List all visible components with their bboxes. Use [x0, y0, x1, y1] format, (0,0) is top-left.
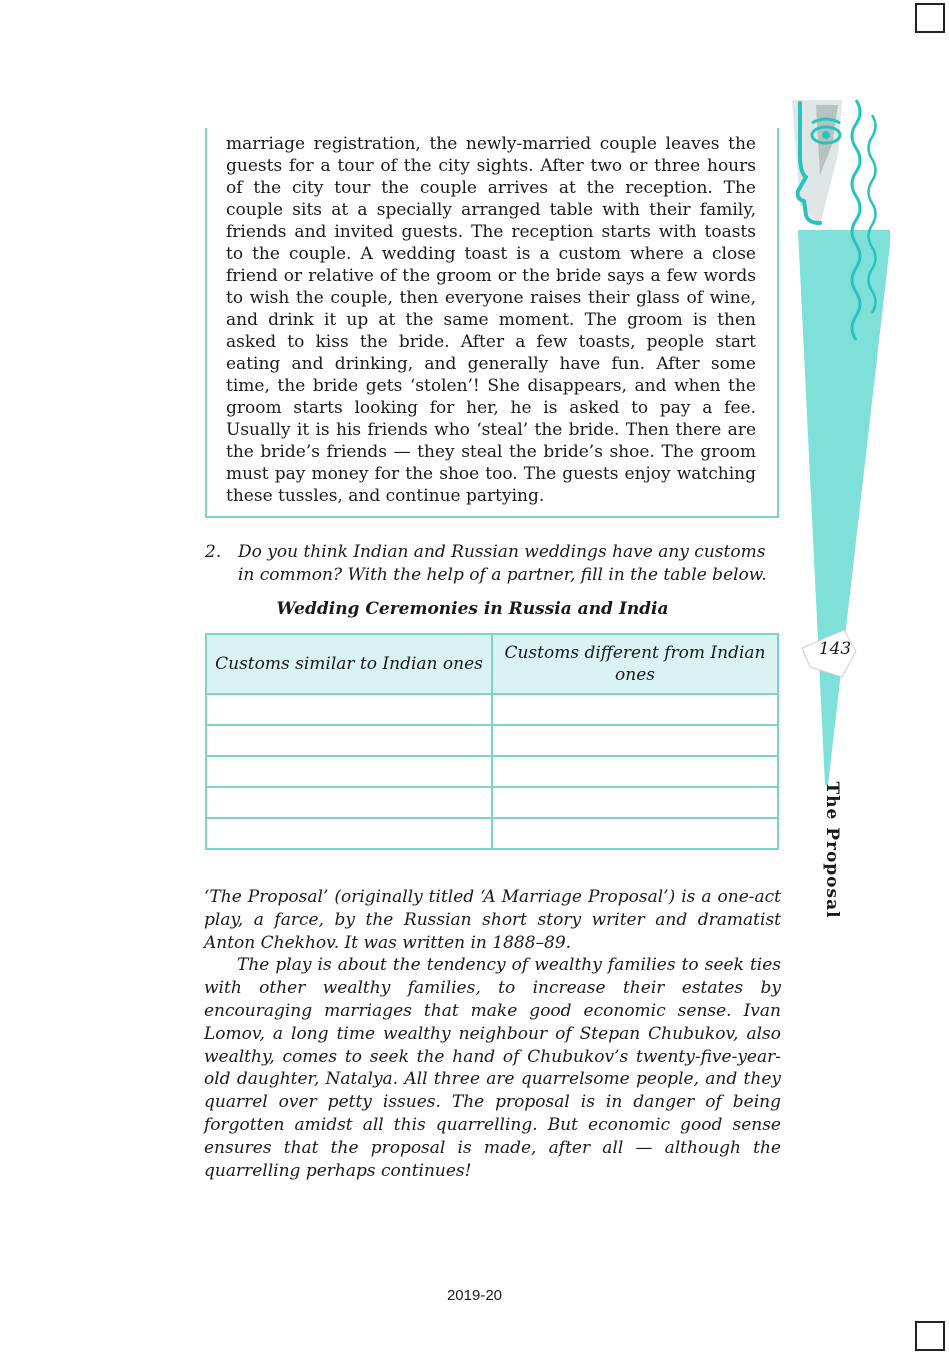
header-similar: Customs similar to Indian ones [206, 634, 492, 694]
table-cell-different[interactable] [492, 694, 778, 725]
eye-pupil-icon [822, 131, 830, 139]
table-row [206, 756, 778, 787]
footer-year: 2019-20 [446, 1287, 503, 1304]
play-introduction [204, 886, 781, 1182]
table-cell-similar[interactable] [206, 694, 492, 725]
table-row [206, 818, 778, 849]
table-header-row [206, 634, 778, 694]
table-cell-similar[interactable] [206, 756, 492, 787]
intro-paragraph-2: The play is about the tendency of wealthy families to seek ties with other wealthy families, to increase their estates by encouraging marriages that make good economic sense. Ivan Lomov, a long time wealthy neighbour of Stepan Chubukov, also wealthy, comes to seek the hand of Chubukov’s twenty-five-year-old daughter, Natalya. All three are quarrelsome people, and they quarrel over petty issues. The proposal is in danger of being forgotten amidst all this quarrelling. But economic good sense ensures that the proposal is made, after all — although the quarrelling perhaps continues! [204, 955, 781, 1181]
decorative-wedge [798, 230, 890, 785]
table-cell-similar[interactable] [206, 725, 492, 756]
running-title: The Proposal [822, 781, 842, 919]
table-title: Wedding Ceremonies in Russia and India [276, 599, 669, 619]
table-row [206, 787, 778, 818]
page-number: 143 [818, 639, 852, 659]
decorative-side-art [780, 95, 890, 785]
crop-mark-top [915, 3, 945, 33]
table-cell-different[interactable] [492, 787, 778, 818]
crop-mark-bottom [915, 1321, 945, 1351]
passage-text: marriage registration, the newly-married couple leaves the guests for a tour of the city sights. After two or three hours of the city tour the couple arrives at the reception. The couple sits at a specially arranged table with their family, friends and invited guests. The reception starts with toasts to the couple. A wedding toast is a custom where a close friend or relative of the groom or the bride says a few words to wish the couple, then everyone raises their glass of wine, and drink it up at the same moment. The groom is then asked to kiss the bride. After a few toasts, people start eating and drinking, and generally have fun. After some time, the bride gets ‘stolen’! She disappears, and when the groom starts looking for her, he is asked to pay a fee. Usually it is his friends who ‘steal’ the bride. Then there are the bride’s friends — they steal the bride’s shoe. The groom must pay money for the shoe too. The guests enjoy watching these tussles, and continue partying. [226, 134, 756, 506]
table-cell-different[interactable] [492, 818, 778, 849]
table-cell-similar[interactable] [206, 787, 492, 818]
intro-paragraph-1: ‘The Proposal’ (originally titled ‘A Marriage Proposal’) is a one-act play, a farce, by the Russian short story writer and dramatist Anton Chekhov. It was written in 1888–89. [204, 887, 781, 953]
customs-table [205, 633, 779, 850]
table-cell-different[interactable] [492, 725, 778, 756]
question-text: Do you think Indian and Russian weddings have any customs in common? With the help of a partner, fill in the table below. [238, 542, 767, 585]
question-number: 2. [205, 542, 222, 562]
table-row [206, 725, 778, 756]
header-different: Customs different from Indian ones [492, 634, 778, 694]
table-cell-similar[interactable] [206, 818, 492, 849]
table-cell-different[interactable] [492, 756, 778, 787]
table-row [206, 694, 778, 725]
